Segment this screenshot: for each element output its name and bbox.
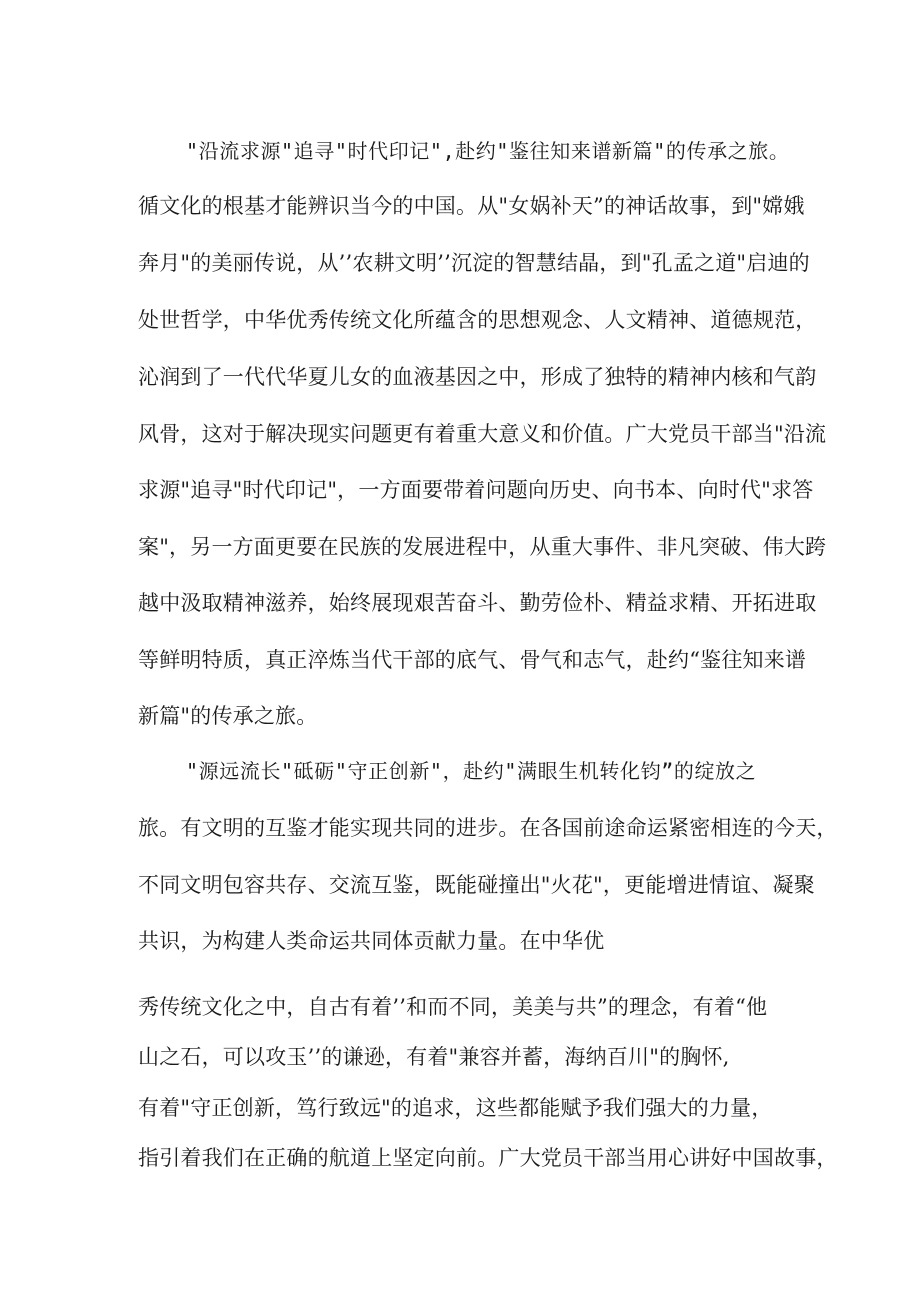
paragraph-1-heading: "沿流求源"追寻"时代印记",赴约"鉴往知来谱新篇"的传承之旅。 [186,139,790,163]
paragraph-1-line-4: 沁润到了一代代华夏儿女的血液基因之中，形成了独特的精神内核和气韵 [138,365,817,389]
paragraph-2-line-6: 有着"守正创新，笃行致远"的追求，这些都能赋予我们强大的力量， [138,1096,773,1120]
paragraph-1-line-1: 循文化的根基才能辨识当今的中国。从"女娲补天”的神话故事，到"嫦娥 [138,194,805,218]
paragraph-2-heading: "源远流长"砥砺"守正创新"，赴约"满眼生机转化钧”的绽放之 [186,759,757,783]
paragraph-2-line-4: 秀传统文化之中，自古有着’’和而不同，美美与共”的理念，有着“他 [138,995,768,1019]
paragraph-1-line-5: 风骨，这对于解决现实问题更有着重大意义和价值。广大党员干部当"沿流 [138,422,827,446]
paragraph-1-line-6: 求源"追寻"时代印记"，一方面要带着问题向历史、向书本、向时代"求答 [138,478,814,502]
paragraph-1-line-2: 奔月"的美丽传说，从’’农耕文明’’沉淀的智慧结晶，到"孔孟之道"启迪的 [138,251,810,275]
paragraph-2-line-1: 旅。有文明的互鉴才能实现共同的进步。在各国前途命运紧密相连的今天， [138,816,838,840]
paragraph-2-line-7: 指引着我们在正确的航道上坚定向前。广大党员干部当用心讲好中国故事， [138,1146,838,1170]
paragraph-2-line-3: 共识，为构建人类命运共同体贡献力量。在中华优 [138,929,605,953]
paragraph-1-line-8: 越中汲取精神滋养，始终展现艰苦奋斗、勤劳俭朴、精益求精、开拓进取 [138,591,817,615]
paragraph-1-line-9: 等鲜明特质，真正淬炼当代干部的底气、骨气和志气，赴约“鉴往知来谱 [138,648,807,672]
paragraph-2-line-5: 山之石，可以攻玉’’的谦逊，有着"兼容并蓄，海纳百川"的胸怀, [138,1045,730,1069]
paragraph-1-line-10: 新篇"的传承之旅。 [138,704,318,728]
paragraph-2-line-2: 不同文明包容共存、交流互鉴，既能碰撞出"火花"，更能增进情谊、凝聚 [138,873,815,897]
paragraph-1-line-7: 案"，另一方面更要在民族的发展进程中，从重大事件、非凡突破、伟大跨 [138,535,827,559]
paragraph-1-line-3: 处世哲学，中华优秀传统文化所蕴含的思想观念、人文精神、道德规范， [138,308,817,332]
